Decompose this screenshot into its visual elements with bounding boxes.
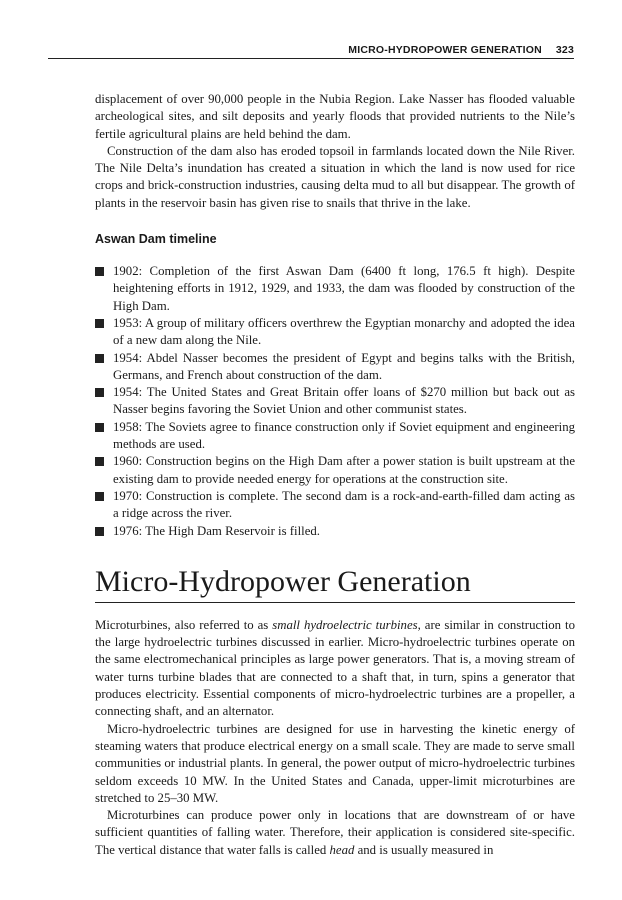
timeline-item-text: 1954: The United States and Great Britain offer loans of $270 million but back out as Nasser begins favoring the Soviet Union and other communist states.	[113, 385, 575, 417]
timeline-item	[95, 453, 575, 488]
timeline-item-text: 1960: Construction begins on the High Dam after a power station is built upstream at the existing dam to provide needed energy for operations at the construction site.	[113, 454, 575, 486]
running-head-title: MICRO-HYDROPOWER GENERATION	[348, 44, 542, 56]
bullet-square-icon	[95, 267, 104, 276]
timeline-item	[95, 263, 575, 315]
bullet-square-icon	[95, 388, 104, 397]
timeline-item-text: 1958: The Soviets agree to finance construction only if Soviet equipment and engineering methods are used.	[113, 419, 575, 452]
bullet-square-icon	[95, 354, 104, 363]
bullet-square-icon	[95, 423, 104, 432]
section-paragraph-2: Micro-hydroelectric turbines are designed for use in harvesting the kinetic energy of steaming waters that produce electrical energy on a small scale. They are made to serve small communities or industrial plants. In general, the power output of micro-hydroelectric turbines seldom exceeds 10 MW. In the United States and Canada, upper-limit microturbines are stretched to 25–30 MW.	[95, 721, 575, 805]
section-paragraph-1	[95, 617, 575, 721]
text-run: are similar in construction to the large hydroelectric turbines discussed in earlier. Micro-hydroelectric turbines operate on the same electromechanical principles as large power generators. That is, a moving stream of water turns turbine blades that are connected to a shaft that, in turn, spins a generator that produces electricity. Essential components of micro-hydroelectric turbines are a propeller, a connecting shaft, and an alternator.	[95, 617, 575, 719]
emphasis-term: head	[329, 842, 355, 857]
timeline-item	[95, 488, 575, 523]
timeline-item	[95, 315, 575, 350]
bullet-square-icon	[95, 492, 104, 501]
timeline-item	[95, 384, 575, 419]
intro-paragraph-1: displacement of over 90,000 people in the Nubia Region. Lake Nasser has flooded valuable archeological sites, and silt deposits and yearly floods that provided nutrients to the Nile’s fertile agricultural plains are held behind the dam.	[95, 92, 575, 141]
section-paragraph-3	[95, 807, 575, 859]
section-title: Micro-Hydropower Generation	[95, 565, 575, 603]
timeline-item-text: 1902: Completion of the first Aswan Dam (6400 ft long, 176.5 ft high). Despite heightening efforts in 1912, 1929, and 1933, the dam was flooded by construction of the High Dam.	[113, 264, 575, 313]
emphasis-term: small hydroelectric turbines,	[272, 617, 421, 632]
timeline-list	[95, 263, 575, 540]
text-run: Microturbines can produce power only in locations that are downstream of or have sufficient quantities of falling water. Therefore, their application is considered site-specific. The vertical distance that water falls is called	[95, 808, 575, 857]
page-content	[95, 91, 575, 859]
bullet-square-icon	[95, 527, 104, 536]
page-number: 323	[555, 44, 574, 56]
timeline-item	[95, 523, 575, 540]
timeline-item-text: 1976: The High Dam Reservoir is filled.	[113, 523, 320, 538]
timeline-item-text: 1970: Construction is complete. The second dam is a rock-and-earth-filled dam acting as a ridge across the river.	[113, 488, 575, 521]
timeline-item-text: 1954: Abdel Nasser becomes the president of Egypt and begins talks with the British, Germans, and French about construction of the dam.	[113, 350, 575, 382]
timeline-item-text: 1953: A group of military officers overthrew the Egyptian monarchy and adopted the idea of a new dam along the Nile.	[113, 315, 575, 348]
timeline-heading: Aswan Dam timeline	[95, 232, 217, 247]
text-run: Microturbines, also referred to as	[95, 617, 273, 632]
intro-paragraph-2: Construction of the dam also has eroded topsoil in farmlands located down the Nile River. The Nile Delta’s inundation has created a situation in which the land is now used for rice crops and brick-construction industries, causing delta mud to all but disappear. The growth of plants in the reservoir basin has given rise to snails that thrive in the lake.	[95, 143, 575, 210]
timeline-item	[95, 419, 575, 454]
text-run: and is usually measured in	[354, 842, 494, 857]
bullet-square-icon	[95, 319, 104, 328]
timeline-item	[95, 350, 575, 385]
running-head	[48, 44, 574, 59]
bullet-square-icon	[95, 457, 104, 466]
